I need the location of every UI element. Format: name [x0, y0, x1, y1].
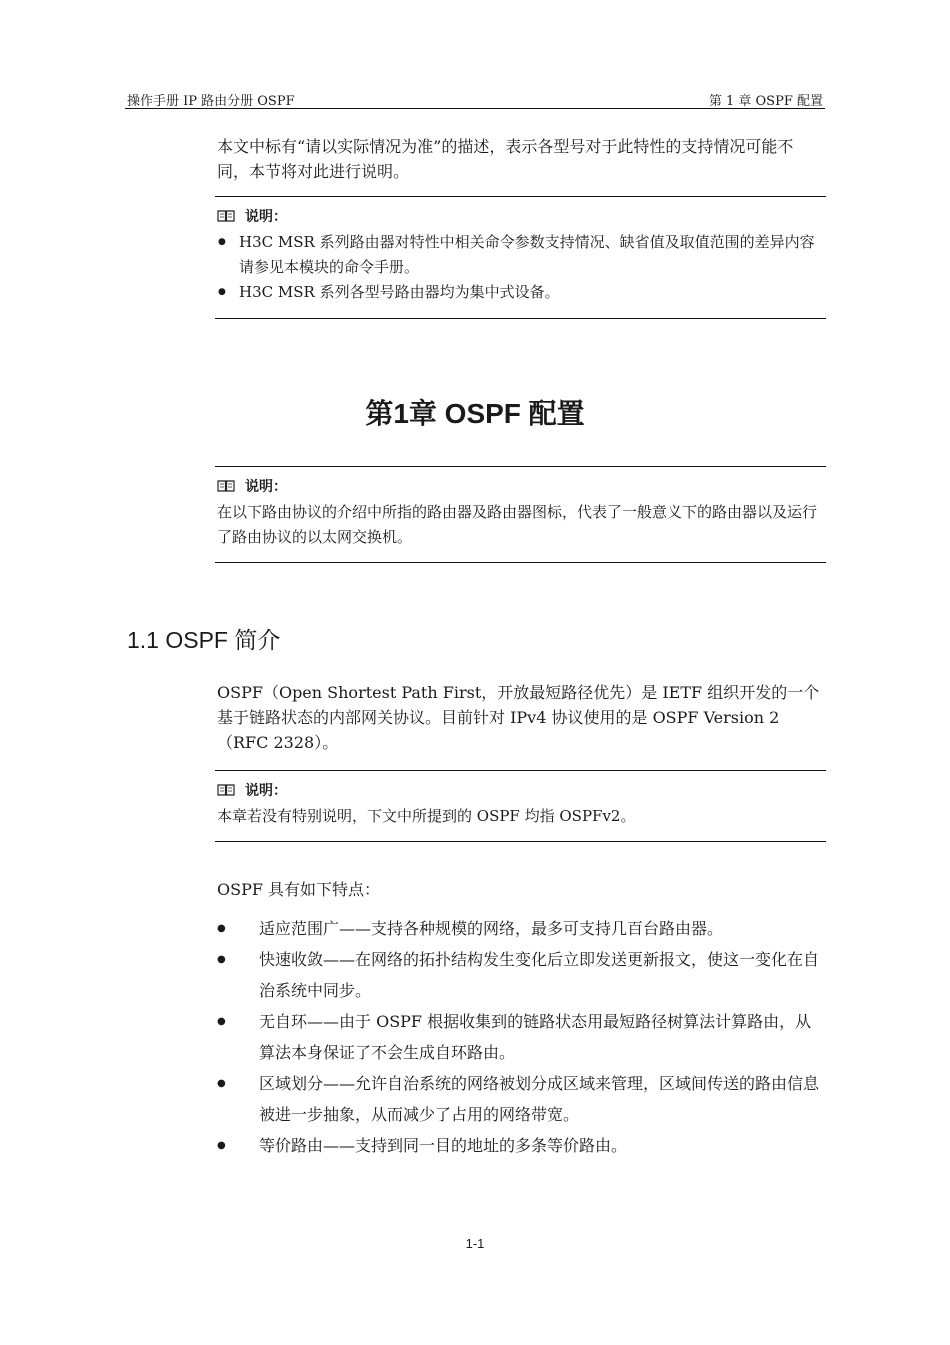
features-intro: OSPF 具有如下特点：	[217, 880, 381, 899]
note-text: 本章若没有特别说明，下文中所提到的 OSPF 均指 OSPFv2。	[217, 807, 636, 825]
ospf-intro-paragraph: OSPF（Open Shortest Path First，开放最短路径优先）是 IETF 组织开发的一个基于链路状态的内部网关协议。目前针对 IPv4 协议使用的是 OSPF Version 2（RFC 2328）。	[217, 683, 820, 752]
feature-item: ● 区域划分——允许自治系统的网络被划分成区域来管理，区域间传送的路由信息被进一步抽象，从而减少了占用的网络带宽。	[217, 1068, 825, 1130]
chapter-title: 第1章 OSPF 配置	[365, 398, 585, 429]
book-icon	[217, 783, 235, 797]
feature-item: ● 快速收敛——在网络的拓扑结构发生变化后立即发送更新报文，使这一变化在自治系统中同步。	[217, 944, 825, 1006]
header-left: 操作手册 IP 路由分册 OSPF	[127, 94, 295, 109]
section-title: 1.1 OSPF 简介	[127, 627, 281, 653]
header-right: 第 1 章 OSPF 配置	[708, 94, 823, 109]
note-box-2	[215, 466, 826, 563]
features-list	[217, 913, 825, 1161]
feature-item: ● 无自环——由于 OSPF 根据收集到的链路状态用最短路径树算法计算路由，从算法本身保证了不会生成自环路由。	[217, 1006, 825, 1068]
feature-item: ● 等价路由——支持到同一目的地址的多条等价路由。	[217, 1130, 825, 1161]
note-heading	[217, 780, 826, 800]
note-heading	[217, 206, 826, 226]
feature-item: ● 适应范围广——支持各种规模的网络，最多可支持几百台路由器。	[217, 913, 825, 944]
note-heading-label: 说明：	[245, 782, 287, 798]
intro-paragraph: 本文中标有“请以实际情况为准”的描述，表示各型号对于此特性的支持情况可能不同，本节将对此进行说明。	[217, 137, 794, 181]
note-bullet-item: ● H3C MSR 系列各型号路由器均为集中式设备。	[217, 280, 826, 305]
note-bullet-item: ● H3C MSR 系列路由器对特性中相关命令参数支持情况、缺省值及取值范围的差异内容请参见本模块的命令手册。	[217, 230, 826, 280]
note-heading-label: 说明：	[245, 478, 287, 494]
book-icon	[217, 209, 235, 223]
book-icon	[217, 479, 235, 493]
note-heading	[217, 476, 826, 496]
note-box-3	[215, 770, 826, 842]
note-text: 在以下路由协议的介绍中所指的路由器及路由器图标，代表了一般意义下的路由器以及运行了路由协议的以太网交换机。	[217, 503, 818, 546]
page-number: 1-1	[465, 1236, 485, 1251]
note-heading-label: 说明：	[245, 208, 287, 224]
header-divider	[125, 108, 825, 109]
note-box-1	[215, 196, 826, 319]
